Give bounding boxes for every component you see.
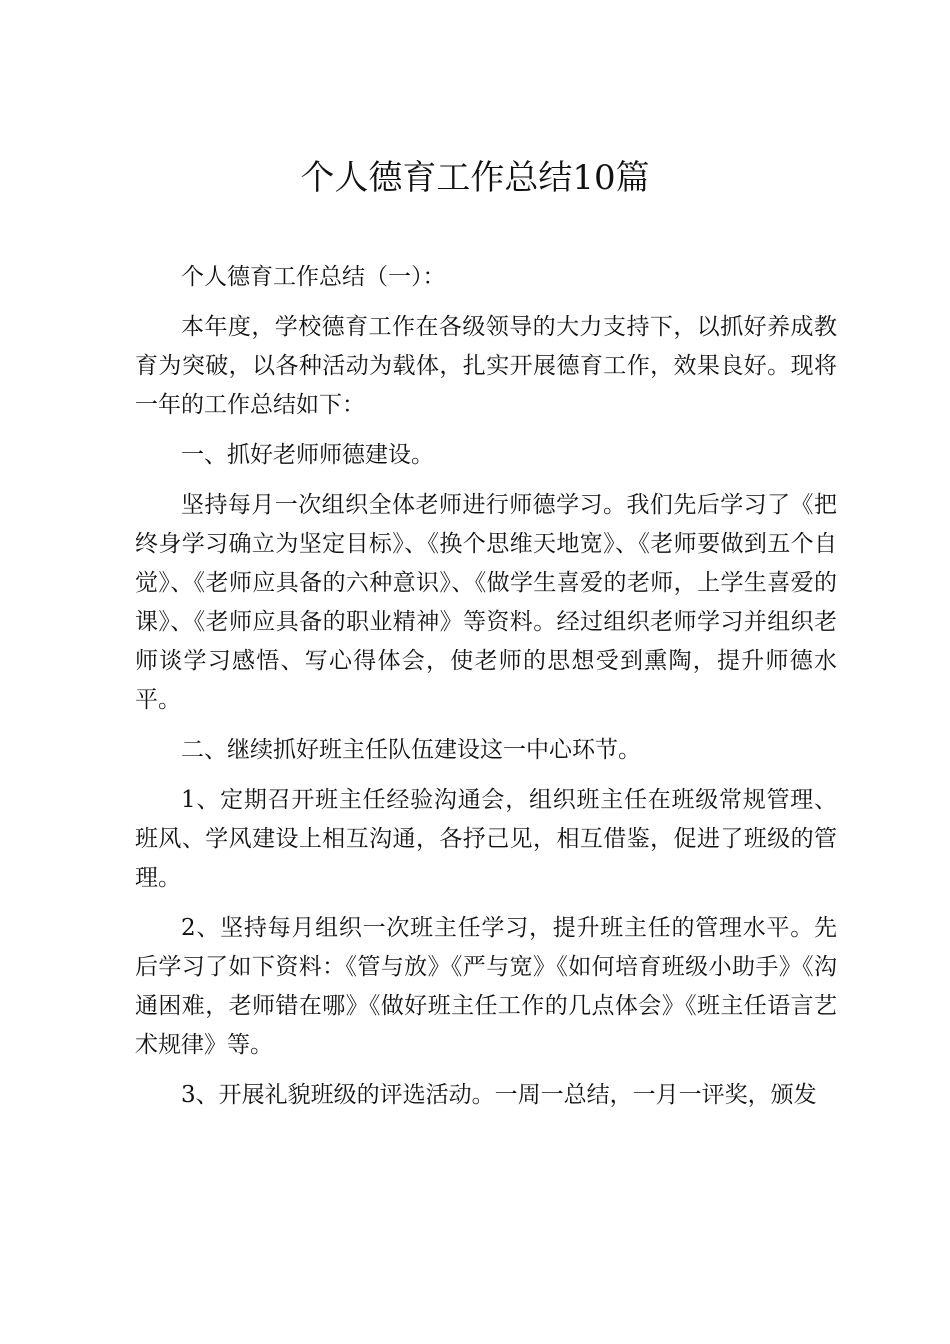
section-heading-2: 二、继续抓好班主任队伍建设这一中心环节。 (181, 737, 641, 763)
paragraph-subtitle: 个人德育工作总结（一）： (181, 264, 446, 290)
paragraph-teacher-ethics: 坚持每月一次组织全体老师进行师德学习。我们先后学习了《把终身学习确立为坚定目标》、《换个思维天地宽》、《老师要做到五个自觉》、《老师应具备的六种意识》、《做学生喜爱的老师，上学生喜爱的课》、《老师应具备的职业精神》等资料。经过组织老师学习并组织老师谈学习感悟、写心得体会，使老师的思想受到熏陶，提升师德水平。 (135, 492, 837, 713)
section-heading-1: 一、抓好老师师德建设。 (181, 442, 434, 468)
paragraph-item-1: 1、定期召开班主任经验沟通会，组织班主任在班级常规管理、班风、学风建设上相互沟通，各抒己见，相互借鉴，促进了班级的管理。 (135, 787, 837, 891)
document-body (135, 258, 837, 1126)
paragraph-item-3: 3、开展礼貌班级的评选活动。一周一总结，一月一评奖，颁发 (181, 1082, 817, 1108)
document-title: 个人德育工作总结10篇 (300, 158, 650, 198)
paragraph-intro: 本年度，学校德育工作在各级领导的大力支持下，以抓好养成教育为突破，以各种活动为载体，扎实开展德育工作，效果良好。现将一年的工作总结如下： (135, 314, 837, 418)
paragraph-item-2: 2、坚持每月组织一次班主任学习，提升班主任的管理水平。先后学习了如下资料：《管与放》《严与宽》《如何培育班级小助手》《沟通困难，老师错在哪》《做好班主任工作的几点体会》《班主任语言艺术规律》等。 (135, 915, 837, 1058)
